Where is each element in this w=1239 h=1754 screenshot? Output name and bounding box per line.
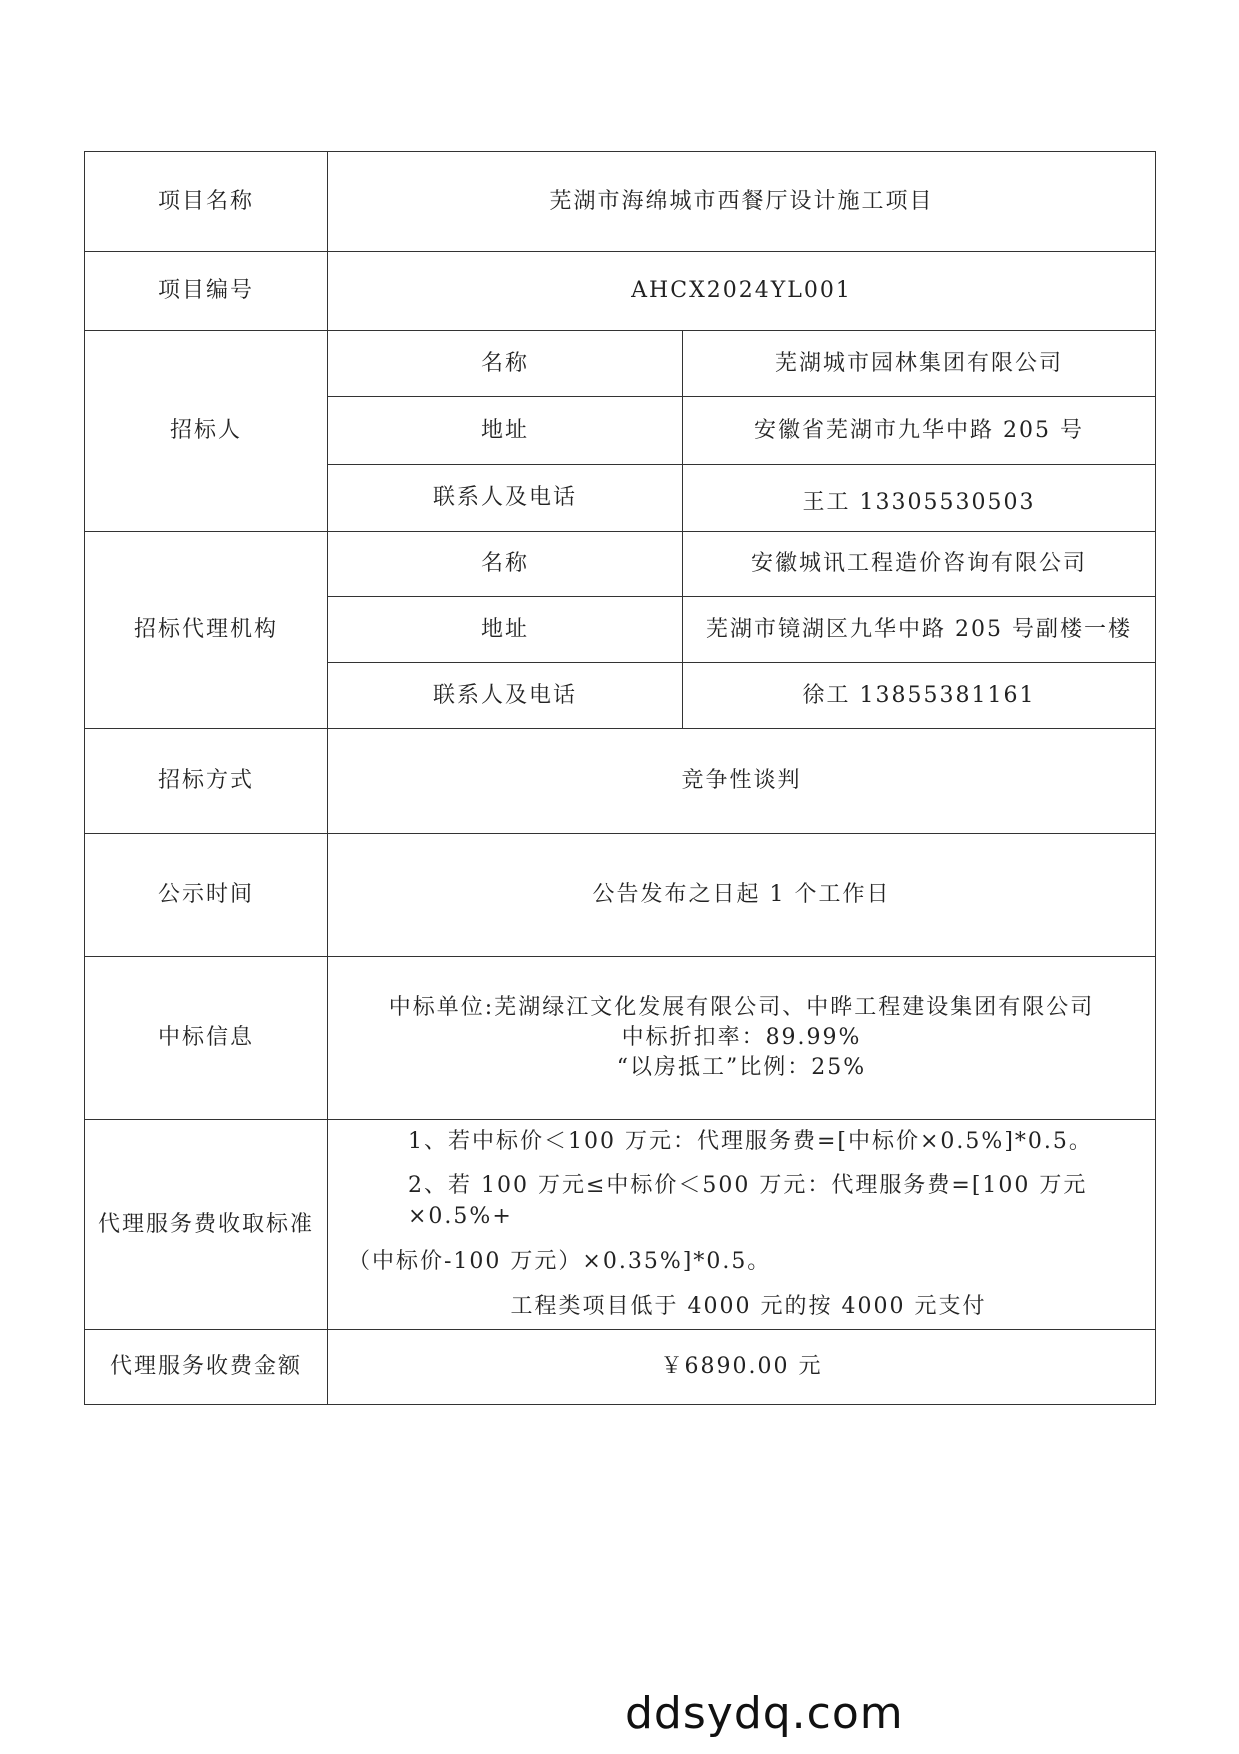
fee-amount-value: ￥6890.00 元	[328, 1330, 1156, 1405]
tenderer-contact-value: 王工 13305530503	[683, 465, 1156, 532]
row-project-number	[85, 252, 1156, 331]
agency-contact-label: 联系人及电话	[328, 663, 683, 729]
project-name-label: 项目名称	[85, 152, 328, 252]
watermark-text: ddsydq.com	[625, 1688, 904, 1739]
row-publicity	[85, 834, 1156, 957]
tenderer-address-label: 地址	[328, 397, 683, 465]
tenderer-name-label: 名称	[328, 331, 683, 397]
row-method	[85, 729, 1156, 834]
project-number-value: AHCX2024YL001	[328, 252, 1156, 331]
row-tenderer-name	[85, 331, 1156, 397]
row-fee-standard	[85, 1120, 1156, 1330]
winner-discount-line: 中标折扣率：89.99%	[621, 1025, 862, 1051]
agency-label: 招标代理机构	[85, 532, 328, 729]
method-value: 竞争性谈判	[328, 729, 1156, 834]
row-project-name	[85, 152, 1156, 252]
fee-amount-label: 代理服务收费金额	[85, 1330, 328, 1405]
publicity-label: 公示时间	[85, 834, 328, 957]
fee-standard-content	[328, 1120, 1156, 1330]
agency-address-label: 地址	[328, 597, 683, 663]
info-table	[84, 151, 1156, 1405]
winner-info	[328, 957, 1156, 1120]
row-winner	[85, 957, 1156, 1120]
fee-standard-label: 代理服务费收取标准	[85, 1120, 328, 1330]
fee-rule-min: 工程类项目低于 4000 元的按 4000 元支付	[510, 1293, 987, 1319]
tenderer-name-value: 芜湖城市园林集团有限公司	[683, 331, 1156, 397]
tenderer-label: 招标人	[85, 331, 328, 532]
method-label: 招标方式	[85, 729, 328, 834]
winner-company-line: 中标单位:芜湖绿江文化发展有限公司、中晔工程建设集团有限公司	[388, 995, 1095, 1021]
agency-name-label: 名称	[328, 532, 683, 597]
fee-rule-2-cont: （中标价-100 万元）×0.35%]*0.5。	[348, 1248, 772, 1274]
tenderer-address-value: 安徽省芜湖市九华中路 205 号	[683, 397, 1156, 465]
agency-contact-value: 徐工 13855381161	[683, 663, 1156, 729]
row-fee-amount	[85, 1330, 1156, 1405]
project-name-value: 芜湖市海绵城市西餐厅设计施工项目	[328, 152, 1156, 252]
tenderer-contact-label: 联系人及电话	[328, 465, 683, 532]
project-number-label: 项目编号	[85, 252, 328, 331]
fee-rule-2: 2、若 100 万元≤中标价＜500 万元：代理服务费=[100 万元×0.5%+	[408, 1173, 1088, 1230]
row-agency-name	[85, 532, 1156, 597]
agency-name-value: 安徽城讯工程造价咨询有限公司	[683, 532, 1156, 597]
fee-rule-1: 1、若中标价＜100 万元：代理服务费=[中标价×0.5%]*0.5。	[408, 1128, 1093, 1154]
winner-ratio-line: “以房抵工”比例：25%	[616, 1054, 867, 1080]
agency-address-value: 芜湖市镜湖区九华中路 205 号副楼一楼	[683, 597, 1156, 663]
winner-label: 中标信息	[85, 957, 328, 1120]
publicity-value: 公告发布之日起 1 个工作日	[328, 834, 1156, 957]
